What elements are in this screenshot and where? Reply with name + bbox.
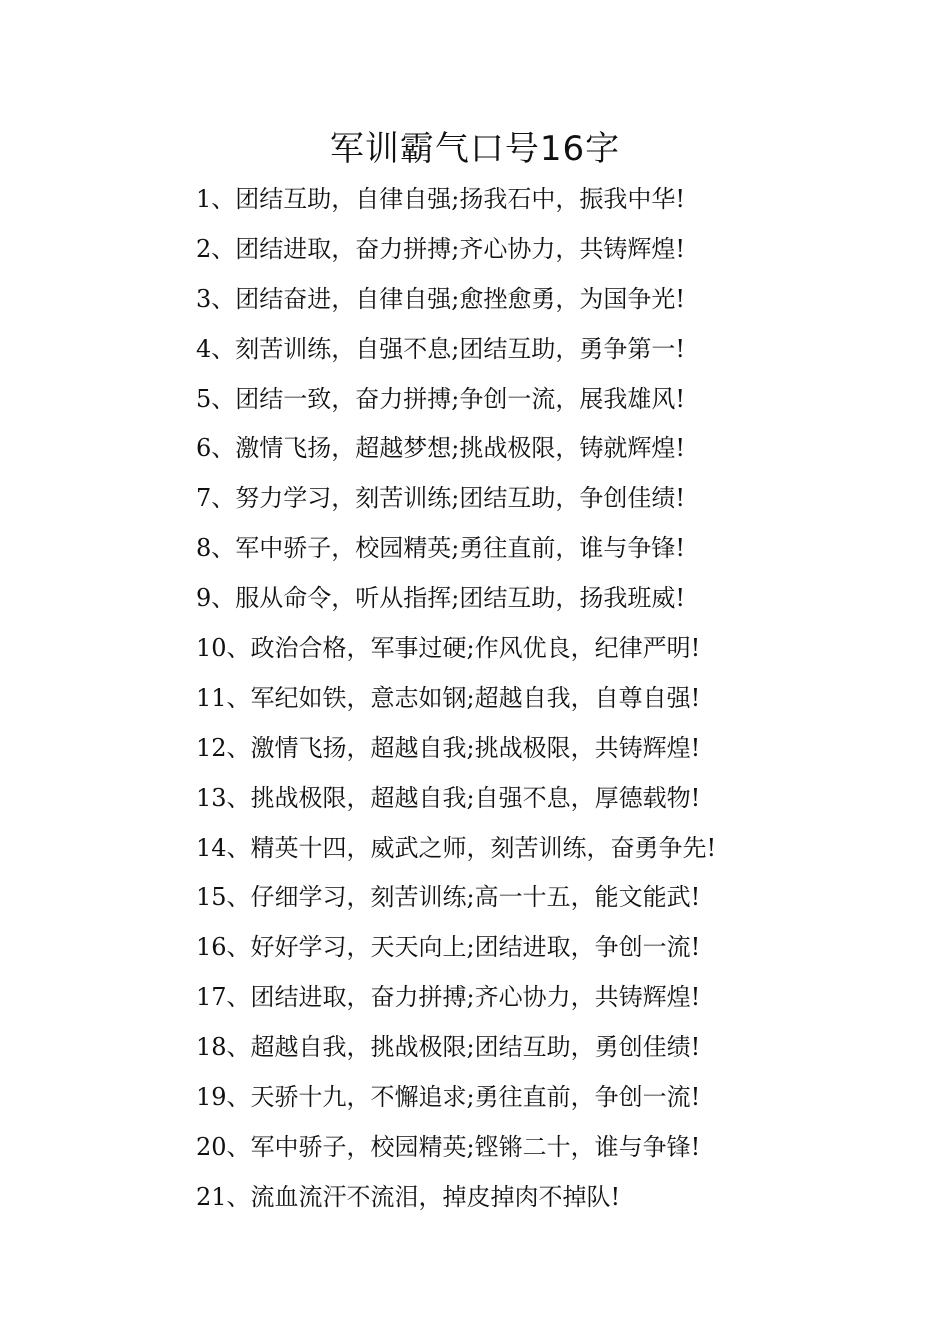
list-item: 5、团结一致，奋力拼搏;争创一流，展我雄风!	[196, 384, 685, 413]
list-item: 10、政治合格，军事过硬;作风优良，纪律严明!	[196, 634, 701, 663]
list-item: 8、军中骄子，校园精英;勇往直前，谁与争锋!	[196, 534, 685, 563]
list-item: 1、团结互助，自律自强;扬我石中，振我中华!	[196, 185, 685, 213]
document-title: 军训霸气口号16字	[329, 129, 621, 169]
list-item: 2、团结进取，奋力拼搏;齐心协力，共铸辉煌!	[196, 234, 685, 263]
list-item: 9、服从命令，听从指挥;团结互助，扬我班威!	[196, 584, 685, 613]
list-item: 7、努力学习，刻苦训练;团结互助，争创佳绩!	[196, 484, 685, 513]
list-item: 20、军中骄子，校园精英;铿锵二十，谁与争锋!	[196, 1132, 701, 1161]
list-item: 19、天骄十九，不懈追求;勇往直前，争创一流!	[196, 1083, 701, 1112]
list-item: 13、挑战极限，超越自我;自强不息，厚德载物!	[196, 783, 701, 812]
list-item: 15、仔细学习，刻苦训练;高一十五，能文能武!	[196, 883, 701, 912]
list-item: 3、团结奋进，自律自强;愈挫愈勇，为国争光!	[196, 284, 685, 313]
list-item: 6、激情飞扬，超越梦想;挑战极限，铸就辉煌!	[196, 434, 685, 463]
list-item: 14、精英十四，威武之师，刻苦训练，奋勇争先!	[196, 833, 717, 862]
list-item: 4、刻苦训练，自强不息;团结互助，勇争第一!	[196, 334, 685, 363]
list-item: 12、激情飞扬，超越自我;挑战极限，共铸辉煌!	[196, 733, 701, 762]
list-item: 11、军纪如铁，意志如钢;超越自我，自尊自强!	[196, 683, 701, 712]
slogan-list	[196, 175, 916, 1223]
list-item: 17、团结进取，奋力拼搏;齐心协力，共铸辉煌!	[196, 983, 701, 1012]
list-item: 16、好好学习，天天向上;团结进取，争创一流!	[196, 933, 701, 962]
list-item: 18、超越自我，挑战极限;团结互助，勇创佳绩!	[196, 1033, 701, 1062]
list-item: 21、流血流汗不流泪，掉皮掉肉不掉队!	[196, 1182, 621, 1211]
